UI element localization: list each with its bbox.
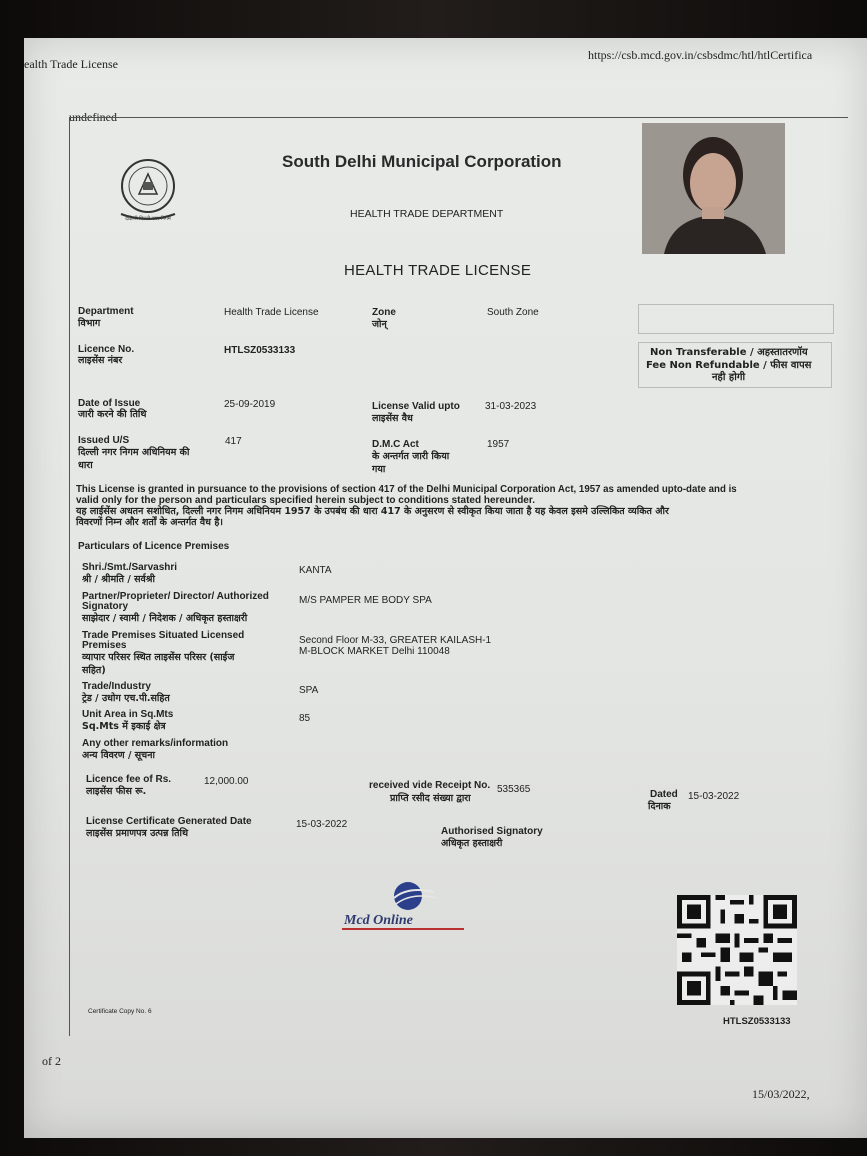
certificate-copy-no: Certificate Copy No. 6: [88, 1008, 152, 1015]
premises-value-1: Second Floor M-33, GREATER KAILASH-1: [299, 635, 492, 646]
trade-label: Trade/Industry: [82, 681, 151, 692]
org-name: South Delhi Municipal Corporation: [282, 152, 562, 171]
signatory-label: Authorised Signatory: [441, 826, 543, 837]
terms-hi-line2: विवरणों निम्न और शर्तों के अन्तर्गत वैध है।: [76, 517, 223, 528]
unit-area-value: 85: [299, 713, 311, 724]
dept-name: HEALTH TRADE DEPARTMENT: [350, 208, 504, 220]
premises-label-hi: व्यापार परिसर स्थित लाइसेंस परिसर (साईज: [82, 652, 235, 663]
valid-upto-label-hi: लाइसेंस वैध: [372, 413, 413, 424]
department-label: Department: [78, 306, 134, 317]
date-issue-label: Date of Issue: [78, 398, 141, 409]
issued-us-label-hi2: धारा: [78, 460, 93, 471]
qr-code: [676, 895, 798, 1005]
valid-upto-value: 31-03-2023: [485, 401, 537, 412]
trade-label-hi: ट्रेड / उधोग एच.पी.सहित: [82, 693, 170, 704]
receipt-label: received vide Receipt No.: [369, 780, 491, 791]
licence-no-label-hi: लाइसेंस नंबर: [78, 355, 123, 366]
generated-date-label-hi: लाइसेंस प्रमाणपत्र उत्पन्न तिथि: [86, 828, 189, 839]
dmc-act-label: D.M.C Act: [372, 439, 419, 450]
trade-value: SPA: [299, 685, 319, 696]
generated-date-label: License Certificate Generated Date: [86, 816, 252, 827]
issued-us-label: Issued U/S: [78, 435, 130, 446]
svg-text:दक्षिणी दिल्ली नगर निगम: दक्षिणी दिल्ली नगर निगम: [125, 216, 171, 222]
valid-upto-label: License Valid upto: [372, 401, 460, 412]
terms-hi-line1: यह लाईसेंस अधतन सशोधित, दिल्ली नगर निगम अधिनियम 1957 के उपबंध की धारा 417 के अनुसरण से स्वीकृत किया जाता है यह केवल इसमे उल्लिकित व्यकित और: [76, 506, 669, 517]
zone-label-hi: जोन्: [372, 319, 387, 330]
mcd-online-logo-icon: [338, 880, 470, 938]
zone-label: Zone: [372, 307, 396, 318]
sdmc-emblem-icon: [115, 156, 181, 224]
unit-area-label-hi: Sq.Mts में इकाई क्षेत्र: [82, 721, 166, 732]
partner-label-hi: साझेदार / स्वामी / निदेशक / अधिकृत हस्ताक्षरी: [82, 613, 248, 624]
licence-no-label: Licence No.: [78, 344, 135, 355]
dmc-act-value: 1957: [487, 439, 510, 450]
receipt-label-hi: प्राप्ति रसीद संख्या द्वारा: [390, 793, 471, 804]
unit-area-label: Unit Area in Sq.Mts: [82, 709, 174, 720]
license-terms-paragraph: [76, 484, 806, 528]
partner-label-2: Signatory: [82, 601, 129, 612]
applicant-photo: [642, 123, 785, 254]
licence-no-value: HTLSZ0533133: [224, 345, 296, 356]
partner-value: M/S PAMPER ME BODY SPA: [299, 595, 432, 606]
premises-heading: Particulars of Licence Premises: [78, 541, 230, 552]
fee-label-hi: लाइसेंस फीस रू.: [86, 786, 147, 797]
partner-label: Partner/Proprieter/ Director/ Authorized: [82, 591, 269, 602]
fee-label: Licence fee of Rs.: [86, 774, 172, 785]
name-value: KANTA: [299, 565, 332, 576]
signatory-label-hi: अधिकृत हस्ताक्षरी: [441, 838, 503, 849]
name-label-hi: श्री / श्रीमति / सर्वश्री: [82, 574, 155, 585]
blank-box: [638, 304, 834, 334]
dated-label: Dated: [650, 789, 678, 800]
dmc-act-label-hi2: गया: [372, 464, 386, 475]
fee-non-refundable-text-2: नही होगी: [712, 372, 746, 383]
zone-value: South Zone: [487, 307, 539, 318]
qr-code-text: HTLSZ0533133: [723, 1016, 791, 1027]
name-label: Shri./Smt./Sarvashri: [82, 562, 178, 573]
terms-en-line1: This License is granted in pursuance to the provisions of section 417 of the Delhi Municipal Corporation Act, 1957 as amended upto-date and is: [76, 484, 737, 495]
print-tab-title: ealth Trade License: [24, 57, 118, 71]
department-label-hi: विभाग: [78, 318, 101, 329]
print-url: https://csb.mcd.gov.in/csbsdmc/htl/htlCertifica: [588, 48, 813, 62]
remarks-label: Any other remarks/information: [82, 738, 229, 749]
undefined-label: undefined: [69, 110, 117, 124]
print-date: 15/03/2022,: [752, 1087, 810, 1101]
non-transferable-text: Non Transferable / अहस्तातरणॉय: [650, 347, 808, 358]
dmc-act-label-hi: के अन्तर्गत जारी किया: [372, 451, 450, 462]
premises-label-2: Premises: [82, 640, 127, 651]
svg-text:Mcd Online: Mcd Online: [344, 913, 413, 928]
issued-us-value: 417: [225, 436, 242, 447]
fee-non-refundable-text: Fee Non Refundable / फीस वापस: [646, 360, 812, 371]
receipt-value: 535365: [497, 784, 531, 795]
fee-value: 12,000.00: [204, 776, 249, 787]
department-value: Health Trade License: [224, 307, 319, 318]
document-title: HEALTH TRADE LICENSE: [344, 262, 532, 279]
dated-value: 15-03-2022: [688, 791, 740, 802]
premises-value-2: M-BLOCK MARKET Delhi 110048: [299, 646, 450, 657]
date-issue-value: 25-09-2019: [224, 399, 276, 410]
dated-label-hi: दिनाक: [648, 801, 671, 812]
premises-label-hi2: सहित): [82, 665, 106, 676]
issued-us-label-hi: दिल्ली नगर निगम अधिनियम की: [78, 447, 190, 458]
generated-date-value: 15-03-2022: [296, 819, 348, 830]
terms-en-line2: valid only for the person and particulars specified herein subject to conditions stated hereunder.: [76, 495, 535, 506]
page-number: of 2: [42, 1054, 61, 1068]
premises-label: Trade Premises Situated Licensed: [82, 630, 245, 641]
remarks-label-hi: अन्य विवरण / सूचना: [82, 750, 155, 761]
date-issue-label-hi: जारी करने की तिथि: [78, 409, 147, 420]
